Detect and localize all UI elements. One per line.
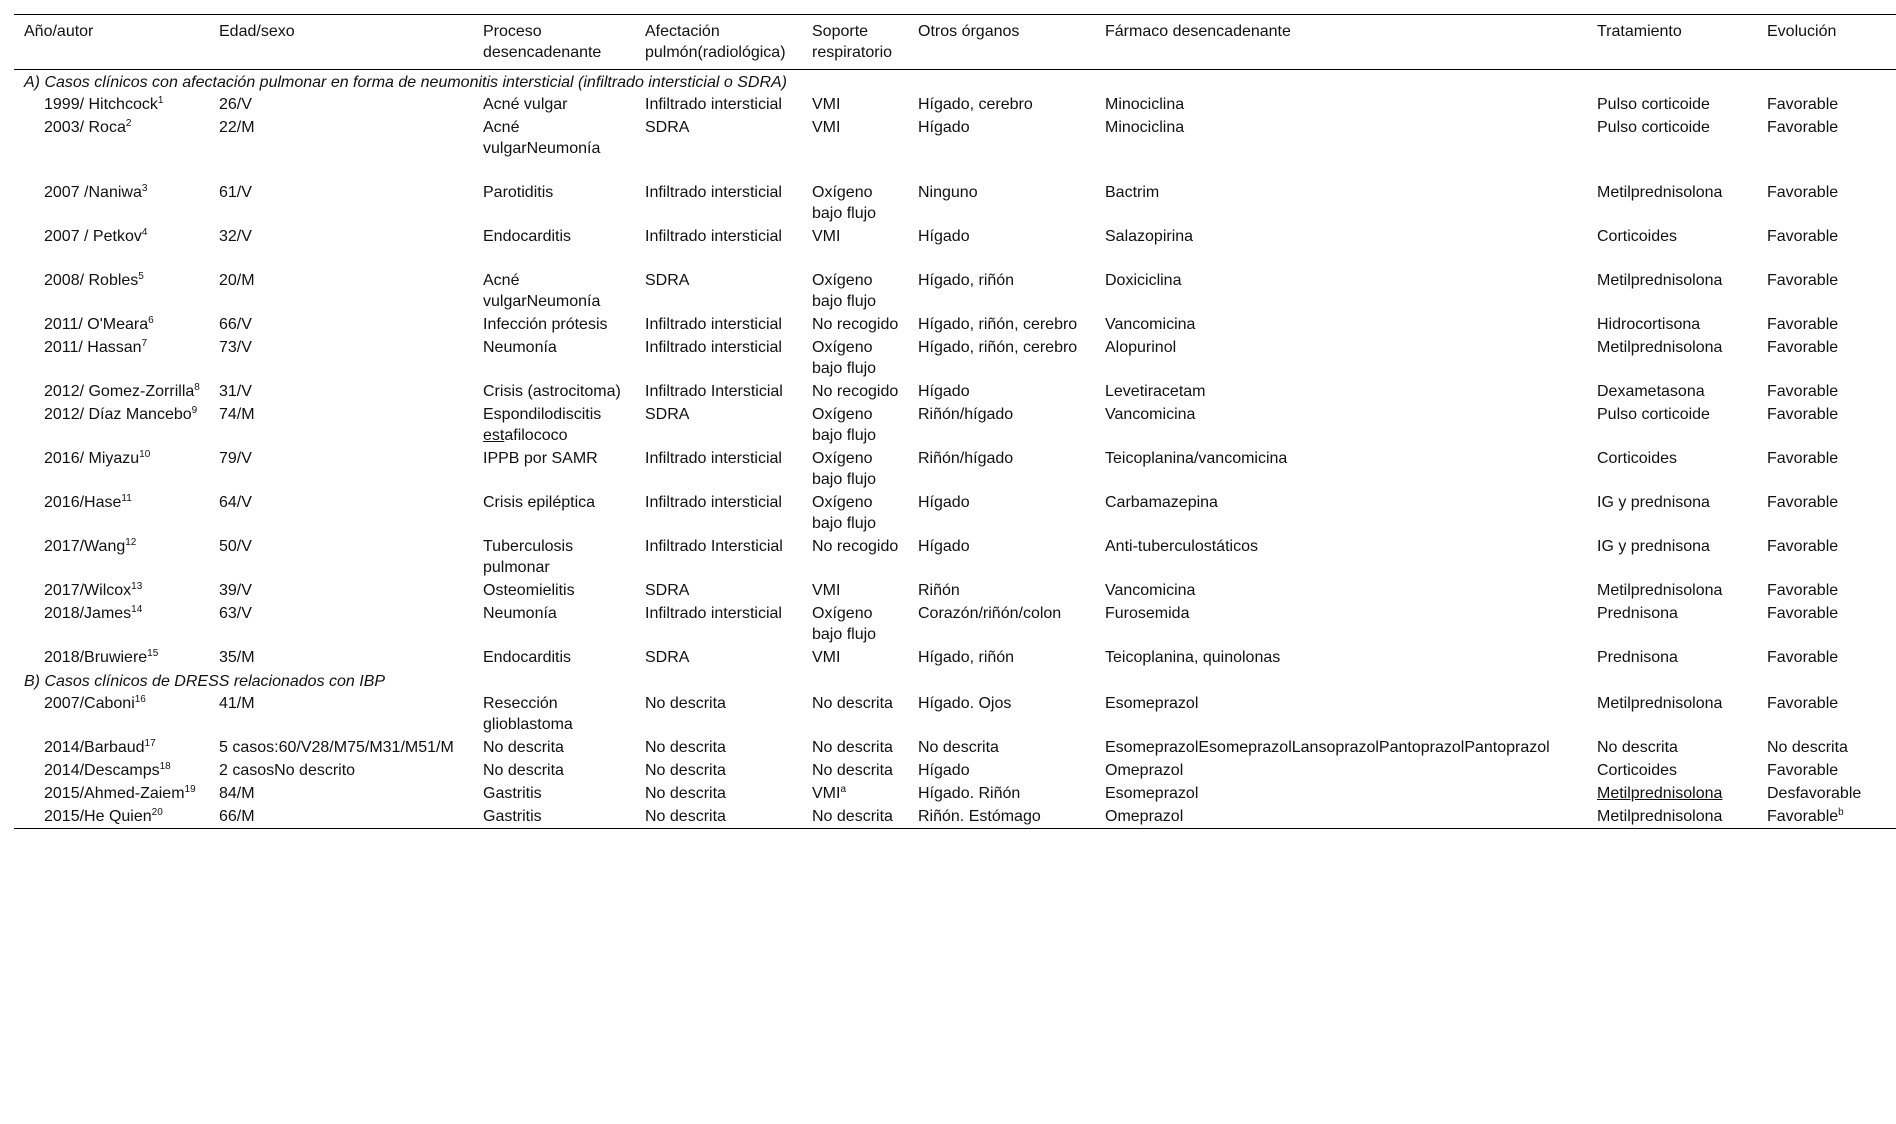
cell-lung: SDRA (645, 582, 690, 599)
cell-age-sex: 74/M (219, 406, 255, 423)
cell-organs: Hígado, cerebro (918, 96, 1033, 113)
cell-author (14, 116, 209, 181)
reference-number: 2 (125, 118, 132, 129)
reference-number: 19 (184, 784, 196, 795)
cell-process: Tuberculosis pulmonar (483, 538, 574, 576)
cell-process: Crisis (astrocitoma) (483, 383, 621, 400)
cell-age-sex: 20/M (219, 272, 255, 289)
cell-author (14, 759, 209, 782)
cell-drug: Vancomicina (1105, 582, 1196, 599)
section-b-title: B) Casos clínicos de DRESS relacionados con IBP (24, 673, 386, 690)
cell-organs: Hígado. Riñón (918, 785, 1021, 802)
cell-support: VMI (812, 649, 841, 666)
cell-treatment (1587, 782, 1757, 805)
cell-author (14, 736, 209, 759)
cell-outcome: Favorable (1767, 383, 1839, 400)
cell-process: Acné vulgar (483, 96, 568, 113)
header-age-sex: Edad/sexo (219, 23, 295, 40)
table-row (14, 380, 1896, 403)
cell-treatment: Prednisona (1597, 649, 1678, 666)
cell-age-sex: 79/V (219, 450, 252, 467)
reference-number: 1 (157, 95, 164, 106)
table-row (14, 403, 1896, 447)
cell-organs: Hígado (918, 538, 970, 555)
cell-lung: Infiltrado Intersticial (645, 538, 783, 555)
cell-lung: No descrita (645, 808, 726, 825)
cell-drug: Carbamazepina (1105, 494, 1218, 511)
cell-age-sex: 61/V (219, 184, 252, 201)
cell-author (14, 805, 209, 829)
support-text: VMI (812, 785, 841, 802)
cell-outcome: Favorable (1767, 762, 1839, 779)
table-row (14, 692, 1896, 736)
cell-treatment: Pulso corticoide (1597, 406, 1710, 423)
cell-drug: Teicoplanina/vancomicina (1105, 450, 1288, 467)
cell-treatment: Pulso corticoide (1597, 119, 1710, 136)
table-row (14, 116, 1896, 181)
reference-number: 7 (141, 338, 148, 349)
cell-drug: Teicoplanina, quinolonas (1105, 649, 1281, 666)
cell-support: VMI (812, 96, 841, 113)
author-text: 1999/ Hitchcock (44, 96, 158, 113)
cell-outcome: Favorable (1767, 494, 1839, 511)
cell-age-sex: 66/M (219, 808, 255, 825)
header-treatment: Tratamiento (1597, 23, 1682, 40)
cell-organs: Hígado, riñón, cerebro (918, 316, 1078, 333)
cell-author (14, 447, 209, 491)
cell-drug: Minociclina (1105, 119, 1185, 136)
cell-process: IPPB por SAMR (483, 450, 598, 467)
cell-treatment: Corticoides (1597, 762, 1678, 779)
cell-age-sex: 50/V (219, 538, 252, 555)
cell-support: No descrita (812, 808, 893, 825)
cell-drug: Furosemida (1105, 605, 1190, 622)
cell-organs: Hígado (918, 383, 970, 400)
cell-treatment: Metilprednisolona (1597, 695, 1723, 712)
author-text: 2018/James (44, 605, 132, 622)
cell-support: Oxígeno bajo flujo (812, 406, 877, 444)
cell-process: Osteomielitis (483, 582, 575, 599)
cell-drug: Alopurinol (1105, 339, 1177, 356)
reference-number: 12 (125, 537, 137, 548)
cell-author (14, 403, 209, 447)
cell-support: Oxígeno bajo flujo (812, 339, 877, 377)
cell-outcome: Favorable (1767, 228, 1839, 245)
cell-treatment: Dexametasona (1597, 383, 1705, 400)
cell-author (14, 491, 209, 535)
cell-process: Acné vulgarNeumonía (483, 119, 601, 157)
cell-process: Gastritis (483, 808, 542, 825)
header-outcome: Evolución (1767, 23, 1837, 40)
cell-outcome: Favorable (1767, 184, 1839, 201)
cell-drug: Doxiciclina (1105, 272, 1182, 289)
reference-number: 5 (138, 271, 144, 282)
cell-lung: Infiltrado Intersticial (645, 383, 783, 400)
author-text: 2012/ Díaz Mancebo (44, 406, 192, 423)
table-row (14, 225, 1896, 269)
cell-treatment: Metilprednisolona (1597, 339, 1723, 356)
cell-drug: Levetiracetam (1105, 383, 1206, 400)
cell-outcome: Favorable (1767, 339, 1839, 356)
cell-organs: Hígado, riñón, cerebro (918, 339, 1078, 356)
cell-age-sex: 31/V (219, 383, 252, 400)
cell-outcome: Favorable (1767, 119, 1839, 136)
cell-author (14, 602, 209, 646)
cell-treatment: Corticoides (1597, 228, 1678, 245)
cell-organs: No descrita (918, 739, 999, 756)
cell-outcome (1757, 805, 1896, 829)
section-a-title: A) Casos clínicos con afectación pulmonar en forma de neumonitis intersticial (infiltrado intersticial o SDRA) (24, 74, 787, 91)
cell-outcome: Favorable (1767, 272, 1839, 289)
cell-lung: Infiltrado intersticial (645, 228, 782, 245)
cell-age-sex: 41/M (219, 695, 255, 712)
cell-drug: Esomeprazol (1105, 695, 1199, 712)
cell-outcome: Favorable (1767, 649, 1839, 666)
cell-outcome: Favorable (1767, 450, 1839, 467)
table-row (14, 313, 1896, 336)
cell-drug: Vancomicina (1105, 316, 1196, 333)
cell-treatment: Prednisona (1597, 605, 1678, 622)
cell-age-sex: 73/V (219, 339, 252, 356)
cell-treatment: No descrita (1597, 739, 1678, 756)
reference-number: 14 (131, 604, 143, 615)
cell-lung: No descrita (645, 695, 726, 712)
cell-author (14, 336, 209, 380)
cell-process: Neumonía (483, 339, 557, 356)
table-row (14, 805, 1896, 829)
header-other-organs: Otros órganos (918, 23, 1020, 40)
author-text: 2018/Bruwiere (44, 649, 148, 666)
cell-age-sex: 26/V (219, 96, 252, 113)
cell-outcome: Desfavorable (1767, 785, 1862, 802)
reference-number: 3 (141, 183, 148, 194)
cell-author (14, 380, 209, 403)
cell-author (14, 93, 209, 116)
cell-author (14, 782, 209, 805)
reference-number: 15 (147, 648, 159, 659)
cell-outcome: Favorable (1767, 96, 1839, 113)
table-row (14, 782, 1896, 805)
cell-lung: Infiltrado intersticial (645, 494, 782, 511)
cell-age-sex: 64/V (219, 494, 252, 511)
cell-author (14, 181, 209, 225)
author-text: 2016/ Miyazu (44, 450, 140, 467)
author-text: 2003/ Roca (44, 119, 126, 136)
cell-process: Endocarditis (483, 649, 572, 666)
cell-organs: Hígado (918, 228, 970, 245)
cell-support: Oxígeno bajo flujo (812, 450, 877, 488)
author-text: 2015/He Quien (44, 808, 152, 825)
cell-support: No recogido (812, 316, 899, 333)
author-text: 2014/Descamps (44, 762, 160, 779)
cell-lung: Infiltrado intersticial (645, 316, 782, 333)
cell-age-sex: 39/V (219, 582, 252, 599)
section-b-row (14, 669, 1896, 692)
reference-number: 10 (139, 449, 151, 460)
treatment-underlined-text: Metilprednisolona (1597, 785, 1723, 802)
cell-process: Acné vulgarNeumonía (483, 272, 601, 310)
cell-process: Infección prótesis (483, 316, 608, 333)
cell-treatment: Metilprednisolona (1597, 808, 1723, 825)
process-text: Espondilodiscitis (483, 406, 602, 423)
cell-lung: SDRA (645, 406, 690, 423)
reference-number: 8 (194, 382, 200, 393)
table-row (14, 736, 1896, 759)
cell-organs: Hígado (918, 762, 970, 779)
section-a-row (14, 70, 1896, 94)
author-text: 2008/ Robles (44, 272, 139, 289)
cell-organs: Hígado (918, 119, 970, 136)
cell-support: VMI (812, 119, 841, 136)
cell-lung: Infiltrado intersticial (645, 184, 782, 201)
cell-treatment: IG y prednisona (1597, 538, 1710, 555)
table-row (14, 759, 1896, 782)
cell-organs: Ninguno (918, 184, 978, 201)
cell-lung: Infiltrado intersticial (645, 605, 782, 622)
cell-support: Oxígeno bajo flujo (812, 184, 877, 222)
cell-support (802, 782, 908, 805)
cell-process: Endocarditis (483, 228, 572, 245)
author-text: 2016/Hase (44, 494, 122, 511)
outcome-text: Favorable (1767, 808, 1839, 825)
cell-drug: EsomeprazolEsomeprazolLansoprazolPantoprazolPantoprazol (1105, 739, 1550, 756)
cell-treatment: Hidrocortisona (1597, 316, 1701, 333)
cell-age-sex: 5 casos:60/V28/M75/M31/M51/M (219, 739, 454, 756)
author-text: 2007 / Petkov (44, 228, 142, 245)
reference-number: 16 (134, 694, 146, 705)
cell-age-sex: 22/M (219, 119, 255, 136)
cell-support: No descrita (812, 695, 893, 712)
cell-drug: Vancomicina (1105, 406, 1196, 423)
header-year-author: Año/autor (24, 23, 94, 40)
cell-drug: Esomeprazol (1105, 785, 1199, 802)
cell-organs: Riñón/hígado (918, 406, 1014, 423)
cell-treatment: Corticoides (1597, 450, 1678, 467)
cell-lung: No descrita (645, 739, 726, 756)
cell-organs: Corazón/riñón/colon (918, 605, 1062, 622)
table-row (14, 269, 1896, 313)
cell-support: Oxígeno bajo flujo (812, 272, 877, 310)
cell-drug: Anti-tuberculostáticos (1105, 538, 1258, 555)
table-row (14, 646, 1896, 669)
cell-outcome: Favorable (1767, 582, 1839, 599)
author-text: 2011/ Hassan (44, 339, 142, 356)
table-row (14, 579, 1896, 602)
author-text: 2011/ O'Meara (44, 316, 149, 333)
cell-organs: Riñón (918, 582, 960, 599)
header-respiratory-support: Soporte respiratorio (812, 23, 893, 61)
cell-outcome: Favorable (1767, 695, 1839, 712)
reference-number: 9 (191, 405, 198, 416)
cell-author (14, 313, 209, 336)
cell-age-sex: 2 casosNo descrito (219, 762, 356, 779)
header-trigger-drug: Fármaco desencadenante (1105, 23, 1291, 40)
cell-support: No recogido (812, 383, 899, 400)
cell-age-sex: 63/V (219, 605, 252, 622)
author-text: 2014/Barbaud (44, 739, 145, 756)
cell-author (14, 535, 209, 579)
header-trigger-process: Proceso desencadenante (483, 23, 602, 61)
reference-number: 20 (151, 807, 163, 818)
table-row (14, 602, 1896, 646)
cell-treatment: Metilprednisolona (1597, 184, 1723, 201)
author-text: 2007/Caboni (44, 695, 135, 712)
cell-organs: Hígado, riñón (918, 272, 1015, 289)
cell-support: No descrita (812, 762, 893, 779)
reference-number: 17 (144, 738, 156, 749)
cell-author (14, 579, 209, 602)
cell-lung: No descrita (645, 785, 726, 802)
cell-lung: SDRA (645, 119, 690, 136)
cell-lung: No descrita (645, 762, 726, 779)
cell-lung: Infiltrado intersticial (645, 450, 782, 467)
cell-author (14, 269, 209, 313)
cell-drug: Omeprazol (1105, 762, 1184, 779)
process-text-end: afilococo (504, 427, 568, 444)
cell-organs: Riñón/hígado (918, 450, 1014, 467)
cell-treatment: Metilprednisolona (1597, 272, 1723, 289)
cell-treatment: IG y prednisona (1597, 494, 1710, 511)
cell-outcome: Favorable (1767, 538, 1839, 555)
cell-drug: Minociclina (1105, 96, 1185, 113)
cell-drug: Omeprazol (1105, 808, 1184, 825)
cell-support: No descrita (812, 739, 893, 756)
cell-outcome: Favorable (1767, 316, 1839, 333)
cell-organs: Hígado (918, 494, 970, 511)
cell-process: Parotiditis (483, 184, 554, 201)
cell-age-sex: 32/V (219, 228, 252, 245)
cell-author (14, 225, 209, 269)
cell-lung: SDRA (645, 649, 690, 666)
cell-organs: Hígado. Ojos (918, 695, 1012, 712)
table-row (14, 181, 1896, 225)
cell-author (14, 646, 209, 669)
footnote-marker: b (1838, 807, 1844, 818)
cell-support: VMI (812, 228, 841, 245)
reference-number: 4 (141, 227, 148, 238)
cell-process: Resección glioblastoma (483, 695, 573, 733)
author-text: 2017/Wang (44, 538, 126, 555)
cell-outcome: Favorable (1767, 406, 1839, 423)
cell-outcome: Favorable (1767, 605, 1839, 622)
cell-process: No descrita (483, 739, 564, 756)
cell-age-sex: 35/M (219, 649, 255, 666)
reference-number: 13 (131, 581, 143, 592)
cell-support: Oxígeno bajo flujo (812, 605, 877, 643)
cell-lung: Infiltrado intersticial (645, 96, 782, 113)
process-underlined-text: est (483, 427, 505, 444)
cell-process: Neumonía (483, 605, 557, 622)
table-row (14, 336, 1896, 380)
reference-number: 6 (148, 315, 154, 326)
cell-organs: Hígado, riñón (918, 649, 1015, 666)
author-text: 2017/Wilcox (44, 582, 132, 599)
cell-support: VMI (812, 582, 841, 599)
cell-process: No descrita (483, 762, 564, 779)
reference-number: 18 (159, 761, 171, 772)
table-row (14, 535, 1896, 579)
cell-drug: Salazopirina (1105, 228, 1194, 245)
table-row (14, 93, 1896, 116)
author-text: 2007 /Naniwa (44, 184, 142, 201)
table-row (14, 447, 1896, 491)
cell-process: Gastritis (483, 785, 542, 802)
cell-age-sex: 84/M (219, 785, 255, 802)
footnote-marker: a (840, 784, 847, 795)
cell-support: No recogido (812, 538, 899, 555)
cell-treatment: Pulso corticoide (1597, 96, 1710, 113)
cell-age-sex: 66/V (219, 316, 252, 333)
dress-cases-table (14, 14, 1896, 829)
clinical-cases-table-document (14, 14, 1896, 829)
cell-treatment: Metilprednisolona (1597, 582, 1723, 599)
cell-outcome: No descrita (1767, 739, 1848, 756)
header-lung-involvement: Afectación pulmón(radiológica) (645, 23, 786, 61)
cell-lung: SDRA (645, 272, 690, 289)
cell-author (14, 692, 209, 736)
cell-process: Crisis epiléptica (483, 494, 596, 511)
cell-organs: Riñón. Estómago (918, 808, 1041, 825)
table-row (14, 491, 1896, 535)
reference-number: 11 (121, 493, 132, 504)
author-text: 2012/ Gomez-Zorrilla (44, 383, 195, 400)
author-text: 2015/Ahmed-Zaiem (44, 785, 185, 802)
table-header-row (14, 15, 1896, 70)
cell-lung: Infiltrado intersticial (645, 339, 782, 356)
cell-process (473, 403, 635, 447)
cell-support: Oxígeno bajo flujo (812, 494, 877, 532)
cell-drug: Bactrim (1105, 184, 1160, 201)
